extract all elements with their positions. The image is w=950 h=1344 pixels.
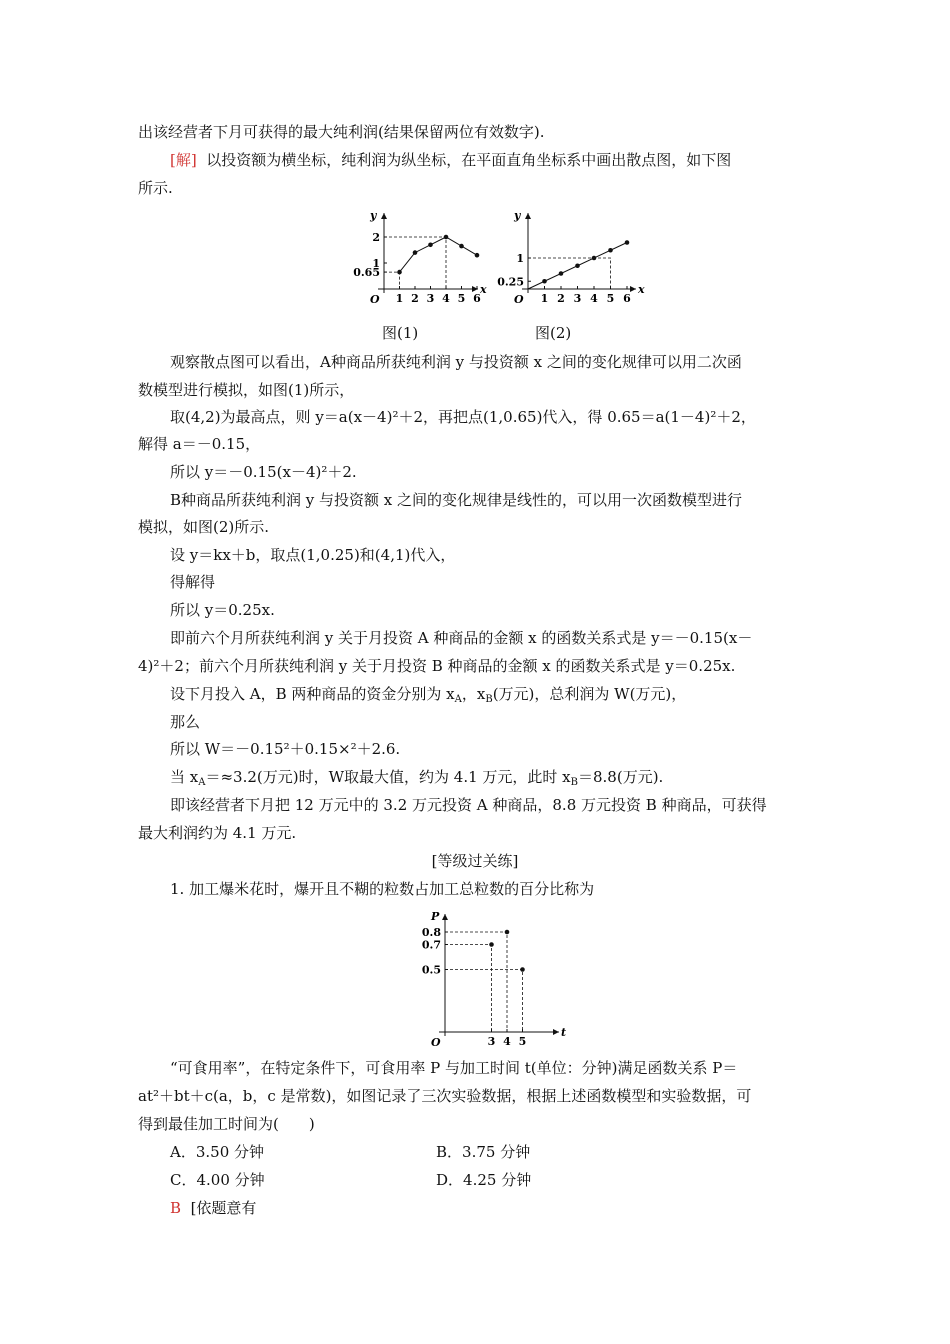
guide-line [384, 272, 400, 289]
y-axis-label: P [431, 910, 440, 923]
text-line: B种商品所获纯利润 y 与投资额 x 之间的变化规律是线性的，可以用一次函数模型进行 [170, 491, 743, 509]
x-tick-label: 6 [473, 292, 481, 305]
option-d: D．4.25 分钟 [436, 1171, 532, 1189]
text-line: 所示. [138, 179, 173, 197]
y-tick-label: 0.65 [353, 266, 380, 280]
text-line: 那么 [170, 713, 201, 731]
figure-1-scatter [338, 205, 490, 315]
origin-label: O [431, 1036, 441, 1049]
y-axis-label: y [370, 209, 377, 222]
x-tick-label: 2 [411, 292, 419, 305]
data-point [505, 930, 510, 935]
question-text: “可食用率”，在特定条件下，可食用率 P 与加工时间 t(单位：分钟)满足函数关系 P＝ [170, 1059, 738, 1077]
data-point [592, 256, 597, 261]
y-tick-label: 0.5 [421, 963, 441, 977]
option-c: C．4.00 分钟 [170, 1171, 265, 1189]
section-heading: [等级过关练] [431, 852, 519, 870]
option-b: B．3.75 分钟 [436, 1143, 531, 1161]
data-point [459, 244, 464, 249]
text-line: 观察散点图可以看出，A种商品所获纯利润 y 与投资额 x 之间的变化规律可以用二次函 [170, 353, 742, 371]
y-tick-label: 1 [516, 252, 524, 265]
figure-2-caption: 图(2) [535, 324, 572, 342]
text-line: 即该经营者下月把 12 万元中的 3.2 万元投资 A 种商品，8.8 万元投资 B 种商品，可获得 [170, 796, 767, 814]
figure-1-caption: 图(1) [382, 324, 419, 342]
guide-line [445, 932, 507, 1032]
solution-label: [解] [170, 151, 197, 169]
figure-2-scatter [497, 205, 645, 315]
data-point [397, 270, 402, 275]
x-axis-label: x [638, 283, 645, 296]
data-point [413, 250, 418, 255]
x-tick-label: 4 [442, 292, 450, 305]
data-point [575, 263, 580, 268]
data-point [520, 967, 525, 972]
x-tick-label: 1 [540, 292, 549, 305]
figure-3-scatter [415, 908, 565, 1050]
x-tick-label: 5 [457, 292, 466, 305]
data-point [444, 235, 449, 240]
x-tick-label: 6 [623, 292, 631, 305]
y-tick-label: 2 [372, 231, 380, 244]
x-tick-label: 4 [590, 292, 598, 305]
y-axis-arrow [442, 914, 448, 920]
data-point [489, 942, 494, 947]
text-line: [解] 以投资额为横坐标，纯利润为纵坐标，在平面直角坐标系中画出散点图，如下图 [170, 151, 732, 169]
text-line: 即前六个月所获纯利润 y 关于月投资 A 种商品的金额 x 的函数关系式是 y＝－0.15(x－ [170, 629, 753, 647]
x-tick-label: 3 [573, 292, 582, 305]
x-axis-label: x [480, 283, 487, 296]
text-line: 设 y＝kx＋b，取点(1,0.25)和(4,1)代入， [170, 546, 456, 564]
x-axis-arrow [553, 1029, 559, 1035]
text-line: 所以 W＝－0.15²＋0.15×²＋2.6. [170, 740, 401, 758]
option-a: A．3.50 分钟 [170, 1143, 264, 1161]
guide-line [528, 258, 611, 289]
series-line [400, 237, 478, 272]
answer-choice: B [170, 1199, 182, 1217]
question-text: 1. 加工爆米花时，爆开且不糊的粒数占加工总粒数的百分比称为 [170, 880, 595, 898]
y-tick-label: 0.7 [421, 938, 441, 952]
y-axis-arrow [525, 213, 531, 219]
x-tick-label: 2 [557, 292, 565, 305]
text-line: 所以 y＝－0.15(x－4)²＋2. [170, 463, 357, 481]
data-point [475, 253, 480, 258]
text-line: 设下月投入 A，B 两种商品的资金分别为 $x_A$，$x_B$(万元)，总利润为 W(万元)， [170, 685, 687, 705]
data-point [428, 243, 433, 248]
y-tick-label: 1 [372, 257, 380, 270]
text-line: 当 $x_A=\approx 3.2$(万元)时，W取最大值，约为 4.1 万元，此时 $x_B=8.8$(万元). [170, 768, 664, 788]
x-tick-label: 5 [518, 1035, 527, 1048]
origin-label: O [370, 293, 380, 306]
y-axis-arrow [381, 213, 387, 219]
text-line: 数模型进行模拟，如图(1)所示， [138, 381, 355, 399]
text-line: 模拟，如图(2)所示. [138, 518, 270, 536]
x-tick-label: 3 [426, 292, 435, 305]
x-tick-label: 4 [503, 1035, 511, 1048]
x-tick-label: 3 [487, 1035, 496, 1048]
text-line: 所以 y＝0.25x. [170, 601, 275, 619]
y-tick-label: 0.25 [497, 275, 524, 289]
y-tick-label: 0.8 [421, 926, 441, 939]
guide-line [445, 945, 492, 1033]
data-point [625, 240, 630, 245]
guide-line [445, 970, 523, 1033]
guide-line [384, 237, 446, 289]
data-point [542, 279, 547, 284]
x-axis-arrow [630, 286, 636, 292]
text-line: 出该经营者下月可获得的最大纯利润(结果保留两位有效数字). [138, 123, 545, 141]
y-axis-label: y [514, 209, 521, 222]
data-point [559, 271, 564, 276]
answer-line: B [依题意有 [170, 1199, 257, 1217]
origin-label: O [514, 293, 524, 306]
text-line: 解得 a＝－0.15， [138, 435, 261, 453]
data-point [608, 248, 613, 253]
x-tick-label: 5 [606, 292, 615, 305]
text-line: 4)²＋2；前六个月所获纯利润 y 关于月投资 B 种商品的金额 x 的函数关系式是 y＝0.25x. [138, 657, 736, 675]
question-text: 得到最佳加工时间为( ) [138, 1115, 315, 1133]
question-text: at²＋bt＋c(a，b，c 是常数)，如图记录了三次实验数据，根据上述函数模型和实验数据，可 [138, 1087, 752, 1105]
x-tick-label: 1 [395, 292, 404, 305]
x-axis-label: t [561, 1026, 567, 1039]
text-line: 得解得 [170, 573, 216, 591]
text-line: 取(4,2)为最高点，则 y＝a(x－4)²＋2，再把点(1,0.65)代入，得 0.65＝a(1－4)²＋2， [170, 408, 756, 426]
text-line: 最大利润约为 4.1 万元. [138, 824, 297, 842]
